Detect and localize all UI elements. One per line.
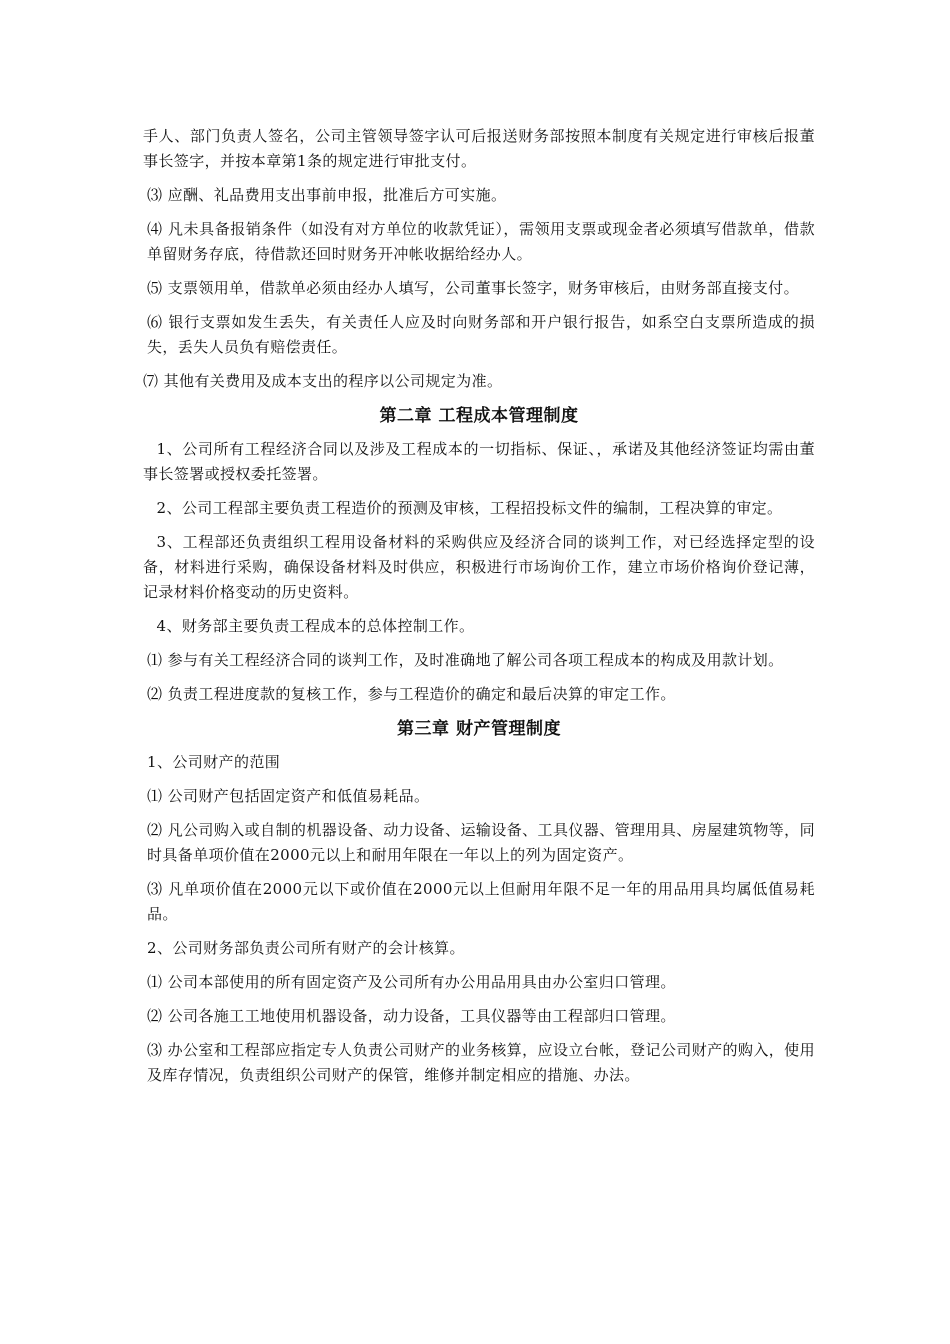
chapter2-paragraph-3: 3、工程部还负责组织工程用设备材料的采购供应及经济合同的谈判工作，对已经选择定型的设备，材料进行采购，确保设备材料及时供应，积极进行市场询价工作，建立市场价格询价登记薄，记录材料价格变动的历史资料。 <box>143 533 815 601</box>
chapter2-title: 第二章 工程成本管理制度 <box>379 406 579 426</box>
chapter1-item-6: ⑹ 银行支票如发生丢失，有关责任人应及时向财务部和开户银行报告，如系空白支票所造成的损失，丢失人员负有赔偿责任。 <box>147 313 815 356</box>
chapter1-item-4: ⑷ 凡未具备报销条件（如没有对方单位的收款凭证），需领用支票或现金者必须填写借款单，借款单留财务存底，待借款还回时财务开冲帐收据给经办人。 <box>147 220 815 263</box>
chapter2-paragraph-4: 4、财务部主要负责工程成本的总体控制工作。 <box>156 617 475 635</box>
chapter3-section-1: 1、公司财产的范围 <box>147 753 281 771</box>
chapter2-paragraph-2: 2、公司工程部主要负责工程造价的预测及审核，工程招投标文件的编制，工程决算的审定。 <box>156 499 783 517</box>
document-body <box>143 124 815 1097</box>
chapter1-item-7: ⑺ 其他有关费用及成本支出的程序以公司规定为准。 <box>143 372 503 390</box>
chapter1-item-5: ⑸ 支票领用单，借款单必须由经办人填写，公司董事长签字，财务审核后，由财务部直接支付。 <box>147 279 799 297</box>
chapter1-item-3: ⑶ 应酬、礼品费用支出事前申报，批准后方可实施。 <box>147 186 507 204</box>
chapter3-section1-item-3: ⑶ 凡单项价值在2000元以下或价值在2000元以上但耐用年限不足一年的用品用具均属低值易耗品。 <box>147 880 815 923</box>
chapter3-section-2: 2、公司财务部负责公司所有财产的会计核算。 <box>147 939 465 957</box>
chapter3-section2-item-2: ⑵ 公司各施工工地使用机器设备，动力设备，工具仪器等由工程部归口管理。 <box>147 1007 676 1025</box>
chapter2-paragraph-1: 1、公司所有工程经济合同以及涉及工程成本的一切指标、保证、，承诺及其他经济签证均需由董事长签署或授权委托签署。 <box>143 440 815 483</box>
chapter2-item-2: ⑵ 负责工程进度款的复核工作，参与工程造价的确定和最后决算的审定工作。 <box>147 685 676 703</box>
chapter3-section2-item-1: ⑴ 公司本部使用的所有固定资产及公司所有办公用品用具由办公室归口管理。 <box>147 973 676 991</box>
chapter3-section1-item-1: ⑴ 公司财产包括固定资产和低值易耗品。 <box>147 787 430 805</box>
chapter2-item-1: ⑴ 参与有关工程经济合同的谈判工作，及时准确地了解公司各项工程成本的构成及用款计划。 <box>147 651 784 669</box>
chapter3-section1-item-2: ⑵ 凡公司购入或自制的机器设备、动力设备、运输设备、工具仪器、管理用具、房屋建筑物等，同时具备单项价值在2000元以上和耐用年限在一年以上的列为固定资产。 <box>147 821 815 864</box>
continuation-paragraph: 手人、部门负责人签名，公司主管领导签字认可后报送财务部按照本制度有关规定进行审核后报董事长签字，并按本章第1条的规定进行审批支付。 <box>143 127 815 170</box>
chapter3-section2-item-3: ⑶ 办公室和工程部应指定专人负责公司财产的业务核算，应设立台帐，登记公司财产的购入，使用及库存情况，负责组织公司财产的保管，维修并制定相应的措施、办法。 <box>147 1041 815 1084</box>
chapter3-title: 第三章 财产管理制度 <box>397 719 561 739</box>
